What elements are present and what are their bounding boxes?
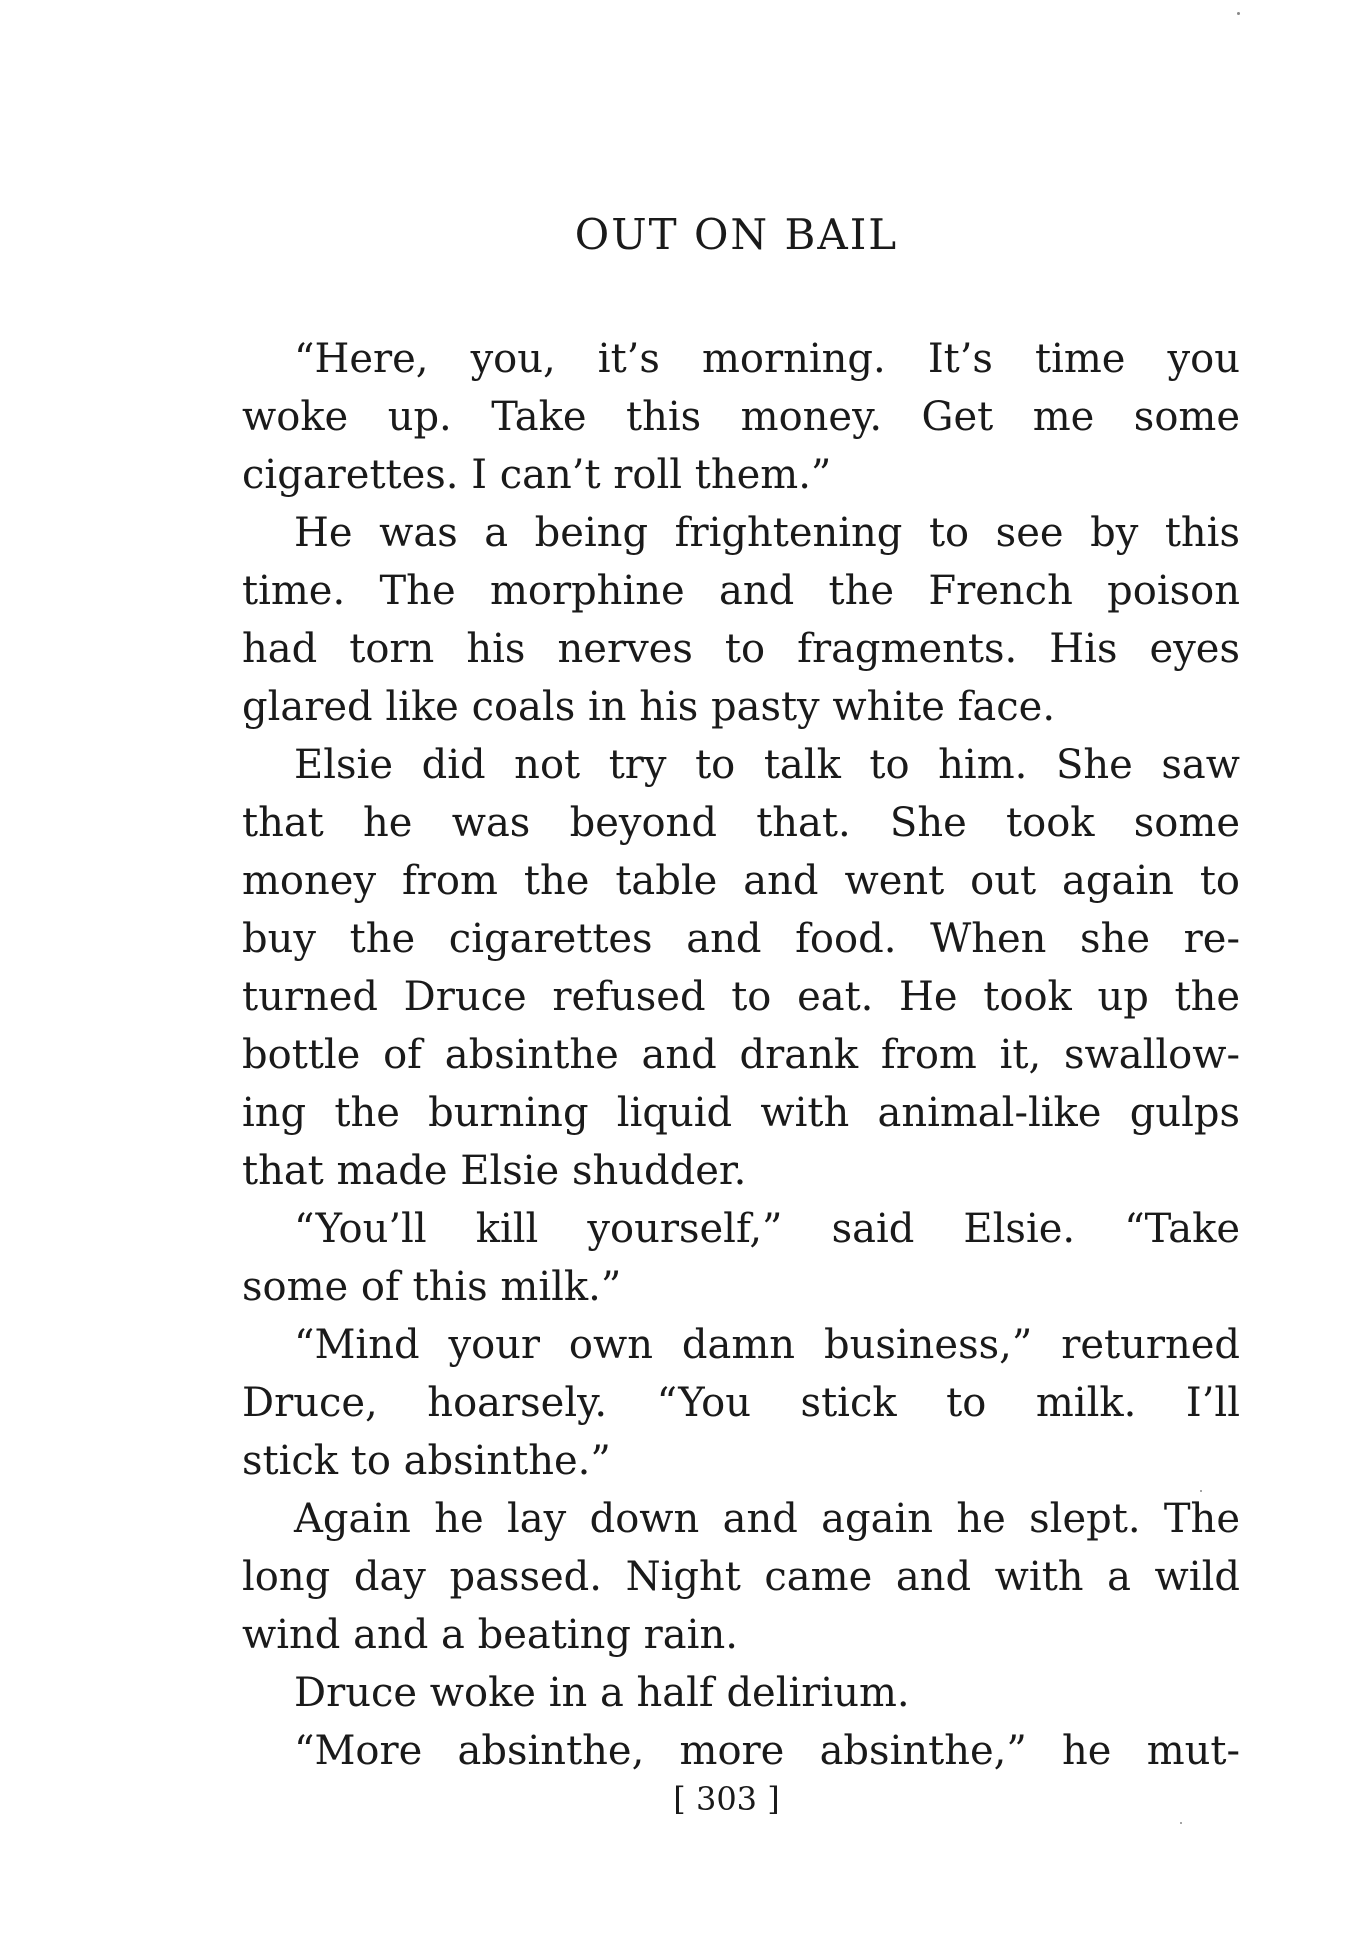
text-line: turned Druce refused to eat. He took up the [242, 974, 1240, 1020]
text-line: “You’ll kill yourself,” said Elsie. “Take [294, 1206, 1240, 1252]
text-line: “Here, you, it’s morning. It’s time you [294, 336, 1240, 382]
body-text [242, 330, 1240, 1780]
text-line: woke up. Take this money. Get me some [242, 394, 1240, 440]
text-line: Again he lay down and again he slept. The [294, 1496, 1240, 1542]
text-line: long day passed. Night came and with a wild [242, 1554, 1240, 1600]
text-line: money from the table and went out again to [242, 858, 1240, 904]
text-line: buy the cigarettes and food. When she re- [242, 916, 1240, 962]
page-number: [ 303 ] [673, 1780, 780, 1818]
paper-speck [1200, 1490, 1202, 1492]
text-line: some of this milk.” [242, 1264, 622, 1310]
text-line: “More absinthe, more absinthe,” he mut- [294, 1728, 1240, 1774]
text-line: wind and a beating rain. [242, 1612, 738, 1658]
text-line: glared like coals in his pasty white face. [242, 684, 1056, 730]
running-head: OUT ON BAIL [574, 210, 899, 259]
text-line: He was a being frightening to see by this [294, 510, 1240, 556]
text-line: ing the burning liquid with animal-like gulps [242, 1090, 1240, 1136]
text-line: stick to absinthe.” [242, 1438, 611, 1484]
text-line: time. The morphine and the French poison [242, 568, 1240, 614]
text-line: cigarettes. I can’t roll them.” [242, 452, 832, 498]
paper-speck [1180, 1822, 1182, 1824]
text-line: “Mind your own damn business,” returned [294, 1322, 1240, 1368]
text-line: that he was beyond that. She took some [242, 800, 1240, 846]
text-line: bottle of absinthe and drank from it, swallow- [242, 1032, 1240, 1078]
text-line: that made Elsie shudder. [242, 1148, 747, 1194]
paper-speck [1237, 12, 1240, 15]
text-line: Druce, hoarsely. “You stick to milk. I’ll [242, 1380, 1240, 1426]
text-line: Elsie did not try to talk to him. She saw [294, 742, 1240, 788]
text-line: Druce woke in a half delirium. [294, 1670, 910, 1716]
text-line: had torn his nerves to fragments. His eyes [242, 626, 1240, 672]
